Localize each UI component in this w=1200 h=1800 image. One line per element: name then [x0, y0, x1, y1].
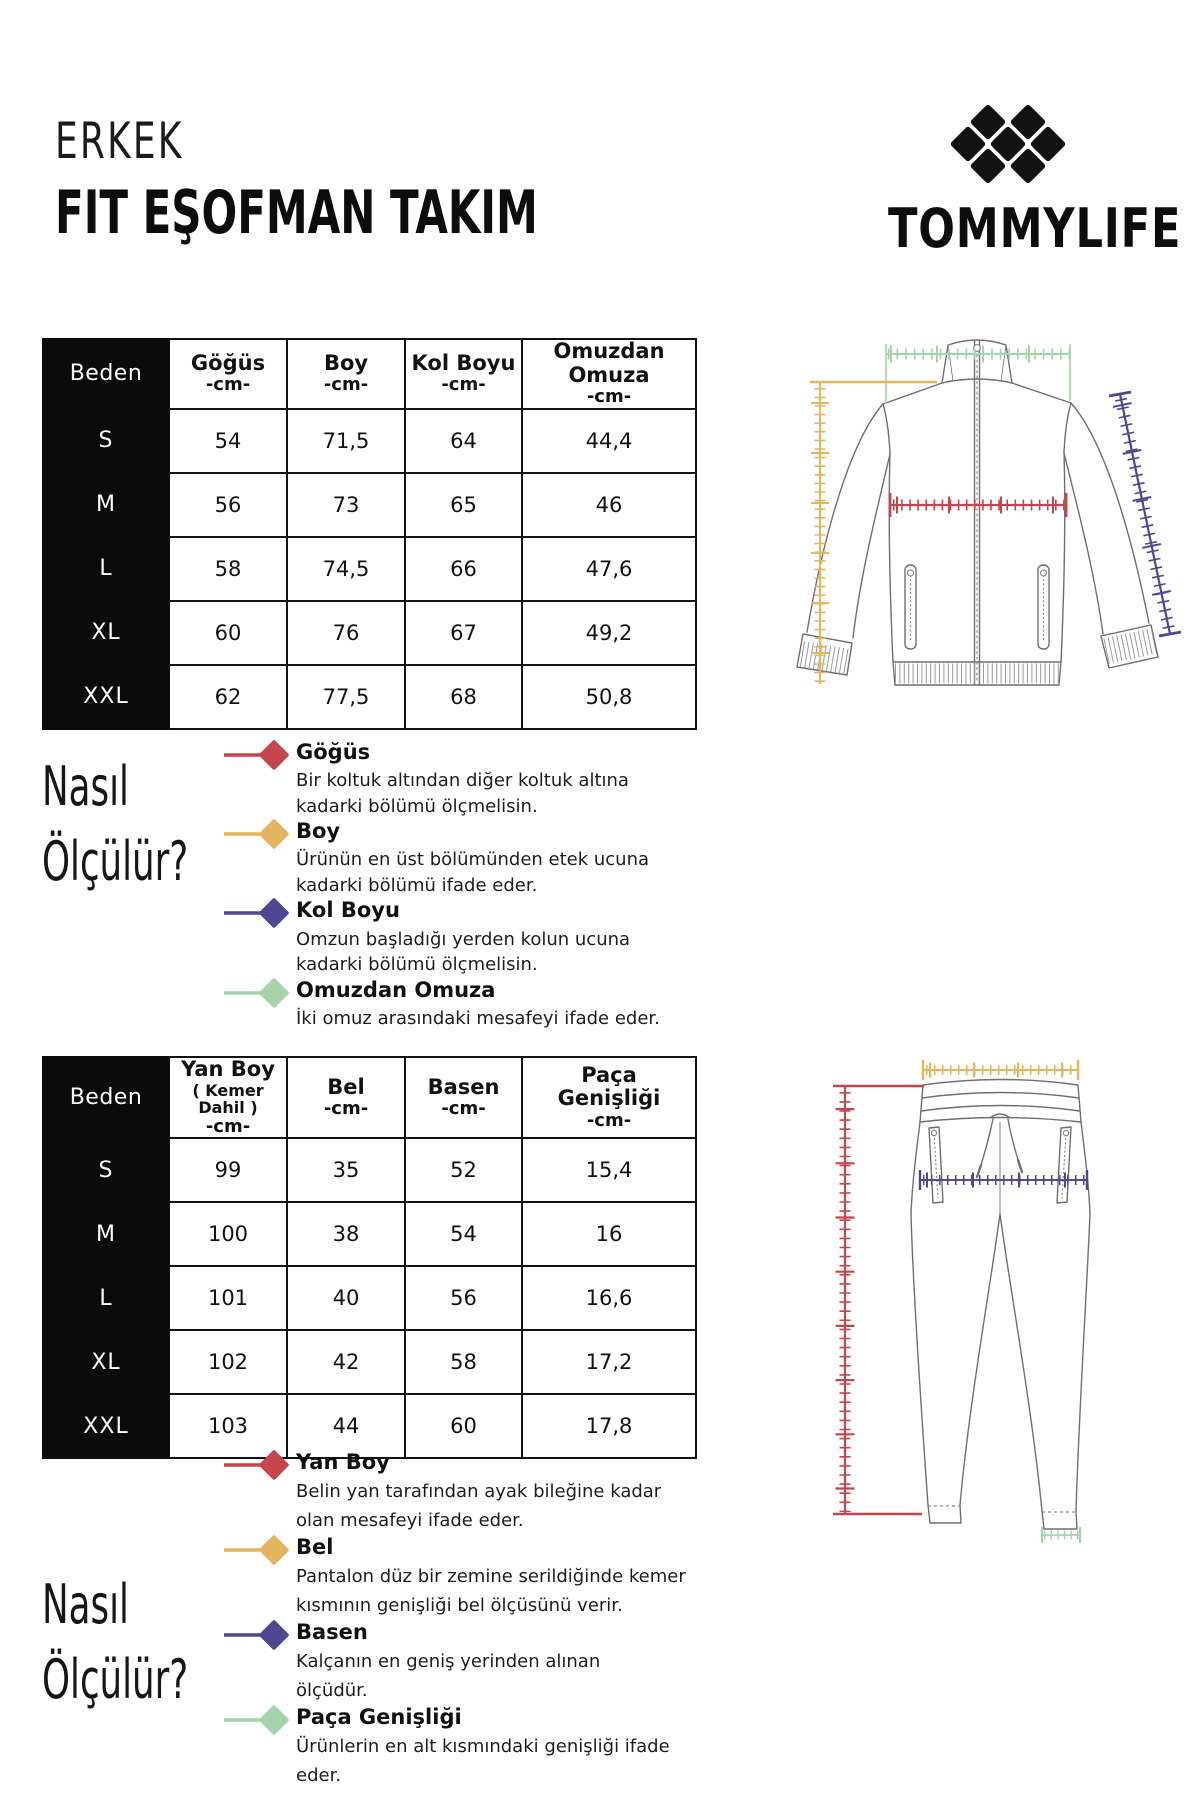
pants-measure-legend: [40, 1450, 700, 1790]
size-cell: XXL: [43, 665, 169, 729]
value-cell: 77,5: [287, 665, 405, 729]
column-header-cell: Omuzdan Omuza -cm-: [522, 339, 696, 409]
brand-logo-icon: [928, 92, 1088, 194]
legend-label: Basen: [296, 1620, 368, 1645]
waist-measure-ruler: [923, 1060, 1078, 1080]
value-cell: 16,6: [522, 1266, 696, 1330]
column-header-cell: Göğüs -cm-: [169, 339, 287, 409]
column-header-cell: Basen -cm-: [405, 1057, 522, 1138]
size-cell: M: [43, 1202, 169, 1266]
value-cell: 58: [405, 1330, 522, 1394]
legend-description: İki omuz arasındaki mesafeyi ifade eder.: [296, 1007, 660, 1029]
size-cell: XXL: [43, 1394, 169, 1458]
legend-description: Ürünlerin en alt kısmındaki genişliği ifade eder.: [296, 1736, 670, 1786]
table-row: [43, 1202, 696, 1266]
value-cell: 102: [169, 1330, 287, 1394]
pants-size-table: [42, 1056, 697, 1459]
value-cell: 42: [287, 1330, 405, 1394]
legend-item: [222, 740, 700, 819]
sleeve-measure-ruler: [1109, 392, 1181, 636]
table-row: [43, 665, 696, 729]
legend-item: [222, 898, 700, 977]
brand-block: [858, 92, 1182, 260]
size-cell: XL: [43, 1330, 169, 1394]
legend-label: Boy: [296, 819, 341, 844]
side-length-measure-ruler: [833, 1086, 924, 1514]
value-cell: 66: [405, 537, 522, 601]
value-cell: 76: [287, 601, 405, 665]
value-cell: 67: [405, 601, 522, 665]
page-title-block: [55, 112, 745, 248]
diamond-marker-icon: [222, 1533, 292, 1567]
legend-description: Pantalon düz bir zemine serildiğinde kemer kısmının genişliği bel ölçüsünü verir.: [296, 1566, 686, 1616]
legend-item: [222, 978, 700, 1056]
legend-label: Paça Genişliği: [296, 1705, 462, 1730]
value-cell: 49,2: [522, 601, 696, 665]
value-cell: 99: [169, 1138, 287, 1202]
legend-description: Kalçanın en geniş yerinden alınan ölçüdür.: [296, 1651, 601, 1701]
legend-label: Kol Boyu: [296, 898, 400, 923]
legend-description: Omzun başladığı yerden kolun ucuna kadarki bölümü ölçmelisin.: [296, 928, 631, 976]
value-cell: 16: [522, 1202, 696, 1266]
diamond-marker-icon: [222, 1448, 292, 1482]
legend-item: [222, 1450, 700, 1535]
value-cell: 100: [169, 1202, 287, 1266]
legend-item: [222, 819, 700, 898]
size-cell: S: [43, 1138, 169, 1202]
table-row: [43, 537, 696, 601]
hip-measure-ruler: [920, 1170, 1087, 1190]
value-cell: 17,2: [522, 1330, 696, 1394]
table-row: [43, 1330, 696, 1394]
table-row: [43, 601, 696, 665]
size-cell: S: [43, 409, 169, 473]
value-cell: 64: [405, 409, 522, 473]
size-header-cell: Beden: [43, 339, 169, 409]
jacket-ribbing: [802, 641, 1154, 674]
legend-description: Bir koltuk altından diğer koltuk altına kadarki bölümü ölçmelisin.: [296, 770, 629, 817]
table-row: [43, 409, 696, 473]
jacket-diagram: [690, 282, 1200, 692]
legend-item: [222, 1705, 700, 1790]
jacket-measure-legend: [40, 740, 700, 1056]
diamond-marker-icon: [222, 817, 292, 851]
value-cell: 103: [169, 1394, 287, 1458]
value-cell: 44,4: [522, 409, 696, 473]
value-cell: 56: [405, 1266, 522, 1330]
legend-label: Göğüs: [296, 740, 371, 764]
size-cell: L: [43, 1266, 169, 1330]
pants-diagram: [690, 922, 1200, 1552]
value-cell: 60: [169, 601, 287, 665]
shoulder-measure-ruler: [886, 344, 1070, 404]
value-cell: 68: [405, 665, 522, 729]
column-header-cell: Yan Boy ( Kemer Dahil ) -cm-: [169, 1057, 287, 1138]
table-row: [43, 473, 696, 537]
value-cell: 71,5: [287, 409, 405, 473]
diamond-marker-icon: [222, 896, 292, 930]
value-cell: 54: [169, 409, 287, 473]
value-cell: 35: [287, 1138, 405, 1202]
jacket-size-table: [42, 338, 697, 730]
table-row: [43, 1138, 696, 1202]
diamond-marker-icon: [222, 976, 292, 1010]
value-cell: 56: [169, 473, 287, 537]
measure-section-title: Nasıl Ölçülür?: [42, 755, 189, 893]
legend-label: Omuzdan Omuza: [296, 977, 496, 1002]
value-cell: 44: [287, 1394, 405, 1458]
chest-measure-ruler: [890, 493, 1066, 517]
value-cell: 73: [287, 473, 405, 537]
legend-item: [222, 1620, 700, 1705]
diamond-marker-icon: [222, 738, 292, 772]
column-header-cell: Paça Genişliği -cm-: [522, 1057, 696, 1138]
legend-description: Belin yan tarafından ayak bileğine kadar olan mesafeyi ifade eder.: [296, 1481, 662, 1531]
size-cell: XL: [43, 601, 169, 665]
table-row: [43, 1266, 696, 1330]
value-cell: 52: [405, 1138, 522, 1202]
value-cell: 47,6: [522, 537, 696, 601]
column-header-cell: Kol Boyu -cm-: [405, 339, 522, 409]
size-cell: M: [43, 473, 169, 537]
legend-item: [222, 1535, 700, 1620]
column-header-cell: Bel -cm-: [287, 1057, 405, 1138]
brand-wordmark: TOMMYLIFE: [888, 197, 1182, 260]
table-row: [43, 1394, 696, 1458]
legend-description: Ürünün en üst bölümünden etek ucuna kadarki bölümü ifade eder.: [296, 849, 650, 896]
value-cell: 58: [169, 537, 287, 601]
page-title-product: FIT EŞOFMAN TAKIM: [55, 178, 538, 248]
value-cell: 17,8: [522, 1394, 696, 1458]
value-cell: 60: [405, 1394, 522, 1458]
size-cell: L: [43, 537, 169, 601]
value-cell: 74,5: [287, 537, 405, 601]
legend-label: Bel: [296, 1535, 334, 1560]
column-header-cell: Boy -cm-: [287, 339, 405, 409]
value-cell: 62: [169, 665, 287, 729]
page-title-category: ERKEK: [55, 112, 184, 170]
value-cell: 54: [405, 1202, 522, 1266]
measure-section-title: Nasıl Ölçülür?: [42, 1573, 189, 1711]
size-header-cell: Beden: [43, 1057, 169, 1138]
value-cell: 40: [287, 1266, 405, 1330]
value-cell: 50,8: [522, 665, 696, 729]
value-cell: 46: [522, 473, 696, 537]
value-cell: 15,4: [522, 1138, 696, 1202]
value-cell: 38: [287, 1202, 405, 1266]
value-cell: 65: [405, 473, 522, 537]
value-cell: 101: [169, 1266, 287, 1330]
diamond-marker-icon: [222, 1618, 292, 1652]
legend-label: Yan Boy: [296, 1450, 390, 1474]
diamond-marker-icon: [222, 1703, 292, 1737]
